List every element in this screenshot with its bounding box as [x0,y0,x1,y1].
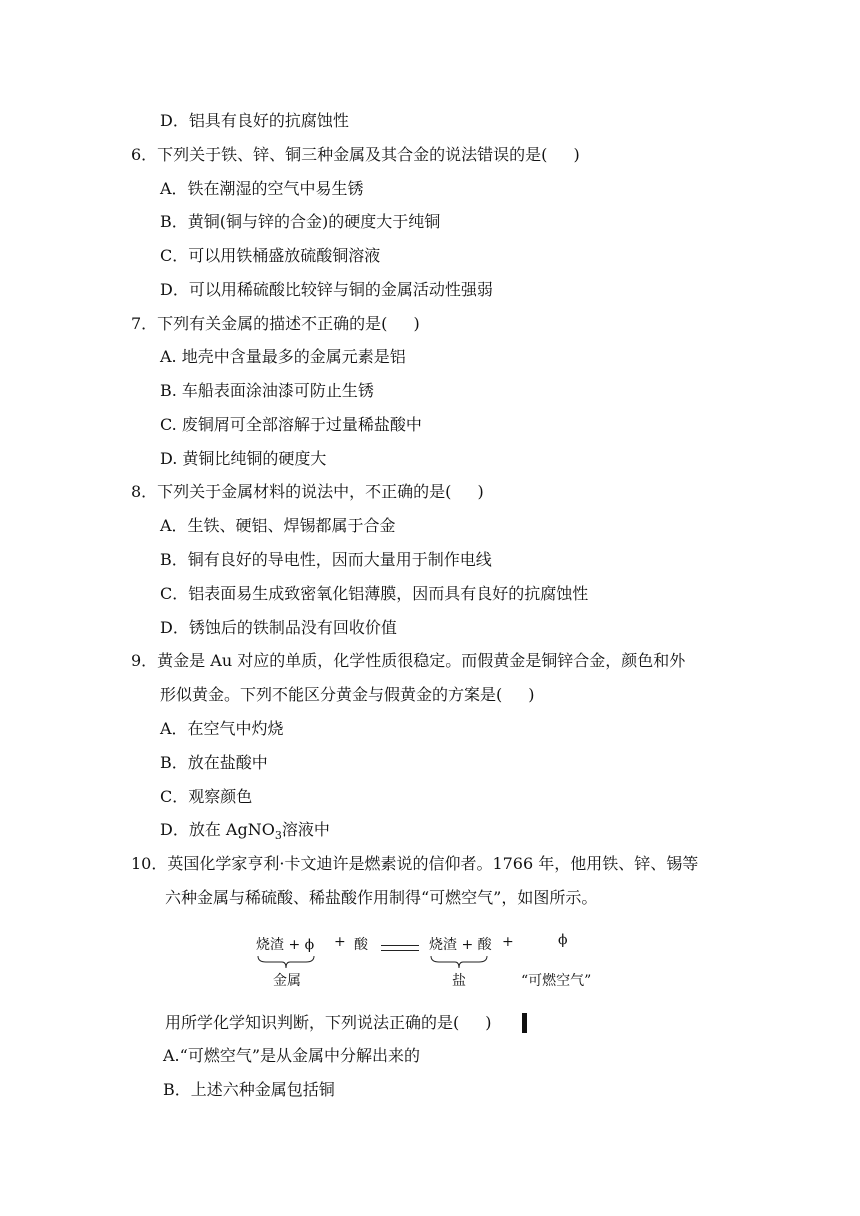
q5-option-d: D．铝具有良好的抗腐蚀性 [160,111,349,130]
question-7 [131,314,420,334]
question-8-text: 8．下列关于金属材料的说法中，不正确的是( [131,482,452,501]
close-paren: ) [485,1013,492,1032]
q6-option-b: B．黄铜(铜与锌的合金)的硬度大于纯铜 [160,212,441,231]
q9-option-a: A．在空气中灼烧 [160,719,284,738]
q7-option-c: C. 废铜屑可全部溶解于过量稀盐酸中 [160,415,422,434]
q9-option-b: B．放在盐酸中 [160,753,268,772]
q10-option-a: A.“可燃空气”是从金属中分解出来的 [163,1046,421,1065]
q6-option-a: A．铁在潮湿的空气中易生锈 [160,179,364,198]
left-brace [256,954,316,970]
plus-sign-1: + [334,934,346,950]
q9-option-d-pre: D．放在 AgNO [160,820,275,839]
question-6 [131,145,580,165]
label-salt: 盐 [452,973,466,989]
q9-option-d-subscript: 3 [274,829,282,842]
q9-option-d-post: 溶液中 [281,820,330,839]
question-6-text: 6．下列关于铁、锌、铜三种金属及其合金的说法错误的是( [131,145,548,164]
q8-option-c: C．铝表面易生成致密氧化铝薄膜，因而具有良好的抗腐蚀性 [160,584,589,603]
question-9-line-2 [160,685,535,705]
question-10-text: 用所学化学知识判断，下列说法正确的是( [165,1013,460,1032]
question-9-text: 形似黄金。下列不能区分黄金与假黄金的方案是( [160,685,503,704]
q6-option-d: D．可以用稀硫酸比较锌与铜的金属活动性强弱 [160,280,493,299]
left-group-label: 烧渣 + ϕ [256,937,315,953]
equals-sign [381,945,419,951]
text-cursor [522,1013,527,1033]
question-10-line-3 [165,1013,492,1033]
mid-brace [429,954,489,970]
question-8 [131,482,484,502]
question-7-text: 7．下列有关金属的描述不正确的是( [131,314,388,333]
q8-option-a: A．生铁、硬铝、焊锡都属于合金 [160,516,396,535]
close-paren: ) [573,145,580,164]
q6-option-c: C．可以用铁桶盛放硫酸铜溶液 [160,246,381,265]
q7-option-a: A. 地壳中含量最多的金属元素是铝 [160,347,406,366]
reaction-diagram [256,930,616,990]
q10-option-b: B．上述六种金属包括铜 [163,1080,335,1099]
q9-option-d [160,820,330,842]
q7-option-d: D. 黄铜比纯铜的硬度大 [160,449,327,468]
acid-label: 酸 [354,937,368,953]
label-metal: 金属 [273,973,301,989]
q9-option-c: C．观察颜色 [160,787,253,806]
close-paren: ) [528,685,535,704]
q8-option-b: B．铜有良好的导电性，因而大量用于制作电线 [160,550,492,569]
plus-sign-2: + [502,934,514,950]
q8-option-d: D．锈蚀后的铁制品没有回收价值 [160,618,397,637]
close-paren: ) [477,482,484,501]
question-10-line-1: 10．英国化学家亨利·卡文迪许是燃素说的信仰者。1766 年，他用铁、锌、锡等 [131,854,699,873]
q7-option-b: B. 车船表面涂油漆可防止生锈 [160,381,374,400]
question-10-line-2: 六种金属与稀硫酸、稀盐酸作用制得“可燃空气”，如图所示。 [165,888,598,907]
label-flammable-air: “可燃空气” [521,973,592,989]
question-9-line-1: 9．黄金是 Au 对应的单质，化学性质很稳定。而假黄金是铜锌合金，颜色和外 [131,651,686,670]
mid-group-label: 烧渣 + 酸 [429,937,492,953]
close-paren: ) [413,314,420,333]
phi-symbol: ϕ [558,932,568,948]
